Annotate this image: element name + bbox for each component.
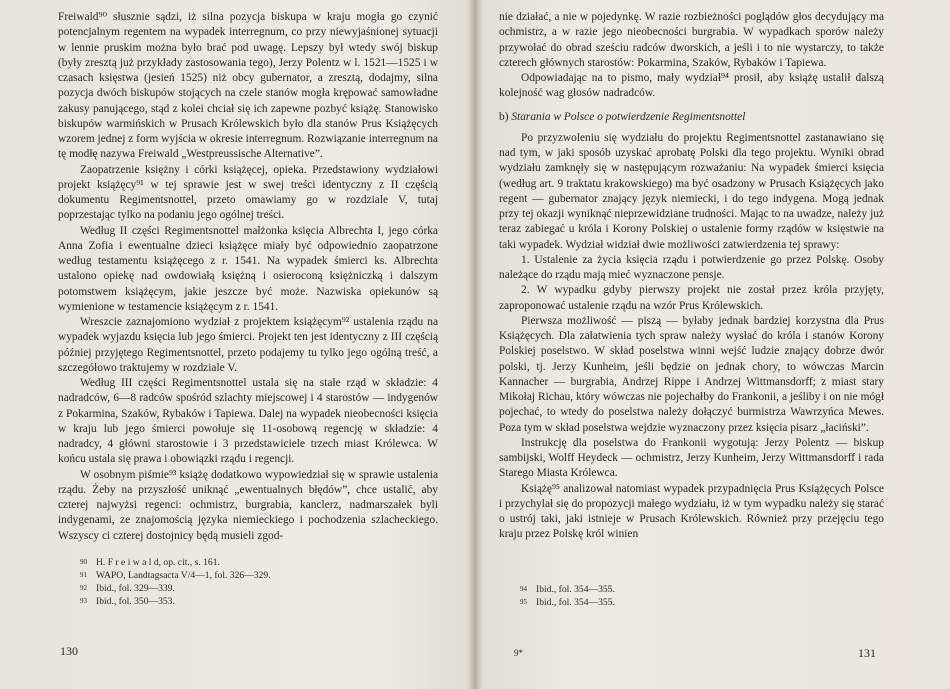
page-number-right: 131 (858, 646, 876, 660)
book-gutter (468, 0, 482, 689)
section-heading-label: b) (499, 110, 509, 123)
footnote-number: 90 (80, 558, 87, 566)
section-heading (499, 110, 884, 125)
footnote-number: 95 (520, 598, 527, 606)
footnote-text: Ibid., fol. 354—355. (536, 584, 615, 595)
page-number-left: 130 (60, 644, 78, 658)
footnote (520, 596, 820, 609)
footnote-text: WAPO, Landtagsacta V/4—1, fol. 326—329. (96, 570, 271, 581)
footnote (80, 569, 380, 582)
paragraph: Instrukcję dla poselstwa do Frankonii wygotują: Jerzy Polentz — biskup sambijski, Wolff Heydeck — ochmistrz, Jerzy Kunheim, Jerzy Wittmansdorff i rada Starego Miasta Królewca. (499, 436, 884, 480)
paragraph: Po przyzwoleniu się wydziału do projektu Regimentsnottel zastanawiano się nad tym, w jaki sposób uzyskać aprobatę Polski dla tego projektu. Wyniki obrad wydziału zamknęły się w następującym rozważaniu: Na wypadek śmierci księcia (według art. 9 traktatu krakowskiego) ma być osadzony w Prusach Książęcych jako regent — gubernator znający język niemiecki, i do tego indygena. Mogą jednak przy tej okazji wyniknąć nieprzewidziane trudności. Mając to na uwadze, należy już teraz zabiegać u króla i Korony Polskiej o ustalenie formy rządów w księstwie na taki wypadek. Wydział widział dwie możliwości zatwierdzenia tej sprawy: (499, 131, 884, 251)
printer-signature: 9* (514, 648, 523, 658)
paragraph: W osobnym piśmie⁹³ książę dodatkowo wypowiedział się w sprawie ustalenia rządu. Żeby na przyszłość uniknąć „ewentualnych błędów”, chce ustalić, aby czterej najwyżsi regenci: ochmistrz, burgrabia, kanclerz, nadmarszałek byli indygenami, ze znajomością języka niemieckiego i pochodzenia szlacheckiego. Wszyscy ci czterej dostojnicy będą musieli zgod- (58, 468, 438, 542)
footnote (80, 582, 380, 595)
footnote-text: H. F r e i w a l d, op. cit., s. 161. (96, 557, 220, 568)
footnote-number: 93 (80, 597, 87, 605)
paragraph: Pierwsza możliwość — piszą — byłaby jednak bardziej korzystna dla Prus Książęcych. Dla załatwienia tych spraw należy wysłać do króla i stanów Korony Polskiej poselstwo. W skład poselstwa winni wejść ludzie znający dobrze dwór polski, tj. Jerzy Kunheim, jeśli będzie on jednak chory, to wówczas Marcin Kannacher — burgrabia, Andrzej Rippe i Andrzej Wittmansdorff; z miast stary Mikołaj Richau, który wówczas nie pojechałby do Frankonii, a jeśliby i on nie mógł pojechać, to wtedy do poselstwa należy dołączyć burmistrza Wawrzyńca Mewes. Poza tym w skład poselstwa wejdzie wyznaczony przez księcia pisarz „łaciński”. (499, 314, 884, 434)
paragraph: Książę⁹⁵ analizował natomiast wypadek przypadnięcia Prus Książęcych Polsce i przychylał się do propozycji małego wydziału, iż w tym wypadku należy się starać o ustrój taki, jaki istnieje w Prusach Królewskich. Również przy przejęciu tego kraju przez Polskę król winien (499, 482, 884, 541)
footnote-text: Ibid., fol. 350—353. (96, 596, 175, 607)
footnote-text: Ibid., fol. 329—339. (96, 583, 175, 594)
paragraph: Wreszcie zaznajomiono wydział z projektem książęcym⁹² ustalenia rządu na wypadek wyjazdu księcia lub jego śmierci. Projekt ten jest identyczny z III częścią później przyjętego Regimentsnottel, przeto podajemy tu tylko jego ogólną treść, a szczegółowo traktujemy w rozdziale V. (58, 316, 438, 374)
footnote (520, 583, 820, 596)
section-heading-text: Starania w Polsce o potwierdzenie Regimentsnottel (511, 110, 746, 123)
paragraph: Zaopatrzenie księżny i córki książęcej, opieka. Przedstawiony wydziałowi projekt książęcy⁹¹ w tej sprawie jest w swej treści identyczny z II częścią dokumentu Regimentsnottel, przeto omawiamy go w rozdziale V, tutaj poprzestając tylko na podaniu jego ogólnej treści. (58, 163, 438, 222)
paragraph: Freiwald⁹⁰ słusznie sądzi, iż silna pozycja biskupa w kraju mogła go czynić potencjalnym regentem na wypadek interregnum, co przy niewyjaśnionej sytuacji w lennie pruskim można było brać pod uwagę. Lepszy był wtedy swój biskup (były zresztą już przykłady zastosowania tego), Jerzy Polentz w l. 1521—1525 i w czasach księstwa (jesień 1525) niż obcy gubernator, a zresztą, dodajmy, silna pozycja dwóch biskupów stojących na czele stanów mogła krępować samowładne zakusy panującego, stąd z kolei chciał się ich zapewne pozbyć książę. Stanowisko biskupów warmińskich w Prusach Królewskich było dla stanów Prus Książęcych wzorem jednej z form wyjścia w okresie interregnum. Rozwiązanie interregnum na tę modłę nazywa Freiwald „Westpreussische Alternative”. (58, 11, 438, 161)
right-page-body (499, 10, 884, 543)
footnote-number: 92 (80, 584, 87, 592)
left-footnotes (80, 556, 380, 608)
footnote-number: 94 (520, 585, 527, 593)
footnote-number: 91 (80, 571, 87, 579)
paragraph: 1. Ustalenie za życia księcia rządu i potwierdzenie go przez Polskę. Osoby należące do rządu mają mieć wyznaczone pensje. (499, 253, 884, 281)
paragraph: Według III części Regimentsnottel ustala się na stałe rząd w składzie: 4 nadradców, 6—8 radców spośród szlachty miejscowej i 4 starostów — indygenów z Pokarmina, Szaków, Rybaków i Tapiewa. Dalej na wypadek nieobecności księcia w kraju lub jego śmierci powołuje się 11-osobową regencję w składzie: 4 nadradcy, 4 główni starostowie i 3 przedstawiciele trzech miast Królewca. W końcu ustala się prawa i obowiązki rządu i regencji. (58, 377, 438, 466)
footnote (80, 556, 380, 569)
paragraph: nie działać, a nie w pojedynkę. W razie rozbieżności poglądów głos decydujący ma ochmistrz, a w razie jego nieobecności burgrabia. W wypadkach sporów należy przywołać do obrad sześciu radców dworskich, a jeśli i to nie wystarczy, to także czterech głównych starostów: Pokarmina, Szaków, Rybaków i Tapiewa. (499, 11, 884, 69)
paragraph: Według II części Regimentsnottel małżonka księcia Albrechta I, jego córka Anna Zofia i ewentualne dzieci książęce miały być odpowiednio zaopatrzone według testamentu książęcego z r. 1541. Na wypadek śmierci ks. Albrechta ustalono opiekę nad owdowiałą księżną i osieroconą księżniczką i dalszym potomstwem książęcym, jakie jeszcze być może. Nazwiska opiekunów są wymienione w testamencie książęcym z r. 1541. (58, 224, 438, 313)
left-page-body (58, 10, 438, 544)
right-footnotes (520, 583, 820, 609)
footnote-text: Ibid., fol. 354—355. (536, 597, 615, 608)
paragraph: 2. W wypadku gdyby pierwszy projekt nie został przez króla przyjęty, zaproponować ustalenie rządu na wzór Prus Królewskich. (499, 284, 884, 312)
paragraph: Odpowiadając na to pismo, mały wydział⁹⁴ prosił, aby książę ustalił dalszą kolejność wag głosów nadradców. (499, 72, 884, 100)
footnote (80, 595, 380, 608)
